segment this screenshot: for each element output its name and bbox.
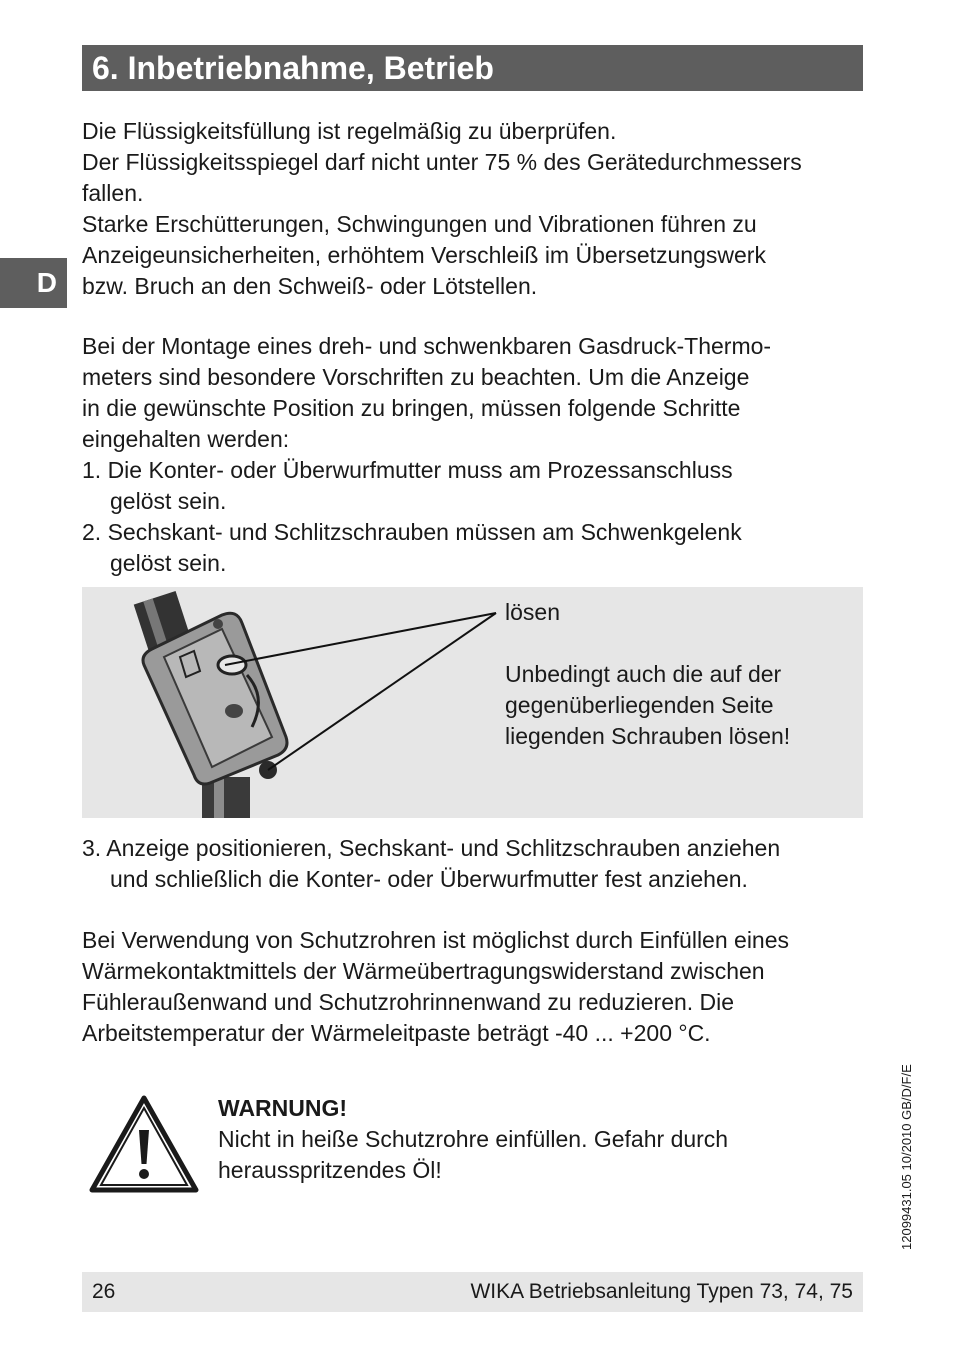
text-line: Bei der Montage eines dreh- und schwenkbaren Gasdruck-Thermo- [82,333,772,359]
figure-panel [82,587,863,818]
text-line: bzw. Bruch an den Schweiß- oder Lötstellen. [82,273,538,299]
intro-paragraph [82,116,872,302]
text-line: Fühleraußenwand und Schutzrohrinnenwand zu reduzieren. Die [82,989,735,1015]
text-line: Arbeitstemperatur der Wärmeleitpaste beträgt -40 ... +200 °C. [82,1020,711,1046]
text-line: liegenden Schrauben lösen! [505,723,791,749]
page-footer [82,1272,863,1312]
document-code: 12099431.05 10/2010 GB/D/F/E [899,1064,914,1250]
step-3-cont: und schließlich die Konter- oder Überwurfmutter fest anziehen. [110,866,748,892]
text-line: Unbedingt auch die auf der [505,661,782,687]
loosen-label: lösen [505,599,560,625]
text-line: fallen. [82,180,144,206]
text-line: Starke Erschütterungen, Schwingungen und Vibrationen führen zu [82,211,757,237]
text-line: eingehalten werden: [82,426,290,452]
text-line: Die Flüssigkeitsfüllung ist regelmäßig zu überprüfen. [82,118,617,144]
text-line: meters sind besondere Vorschriften zu beachten. Um die Anzeige [82,364,750,390]
text-line: in die gewünschte Position zu bringen, müssen folgende Schritte [82,395,741,421]
step-2-cont: gelöst sein. [110,550,227,576]
warning-text [218,1124,728,1186]
protection-paragraph [82,925,872,1049]
text-line: Wärmekontaktmittels der Wärmeübertragungswiderstand zwischen [82,958,765,984]
step-3-paragraph [82,833,872,895]
text-line: Anzeigeunsicherheiten, erhöhtem Verschleiß im Übersetzungswerk [82,242,766,268]
text-line: gegenüberliegenden Seite [505,692,774,718]
warning-triangle-icon [88,1094,200,1194]
text-line: Bei Verwendung von Schutzrohren ist möglichst durch Einfüllen eines [82,927,790,953]
text-line: herausspritzendes Öl! [218,1157,442,1183]
step-1-cont: gelöst sein. [110,488,227,514]
mounting-paragraph [82,331,872,579]
text-line: Der Flüssigkeitsspiegel darf nicht unter 75 % des Gerätedurchmessers [82,149,802,175]
text-line: Nicht in heiße Schutzrohre einfüllen. Gefahr durch [218,1126,729,1152]
step-2: 2. Sechskant- und Schlitzschrauben müssen am Schwenkgelenk [82,519,742,545]
step-3: 3. Anzeige positionieren, Sechskant- und Schlitzschrauben anziehen [82,835,781,861]
section-heading: 6. Inbetriebnahme, Betrieb [82,45,863,91]
step-1: 1. Die Konter- oder Überwurfmutter muss am Prozessanschluss [82,457,733,483]
figure-note [505,659,790,752]
warning-title: WARNUNG! [218,1095,348,1121]
language-tab: D [0,258,67,308]
footer-title: WIKA Betriebsanleitung Typen 73, 74, 75 [470,1280,853,1303]
page-number: 26 [92,1280,116,1303]
